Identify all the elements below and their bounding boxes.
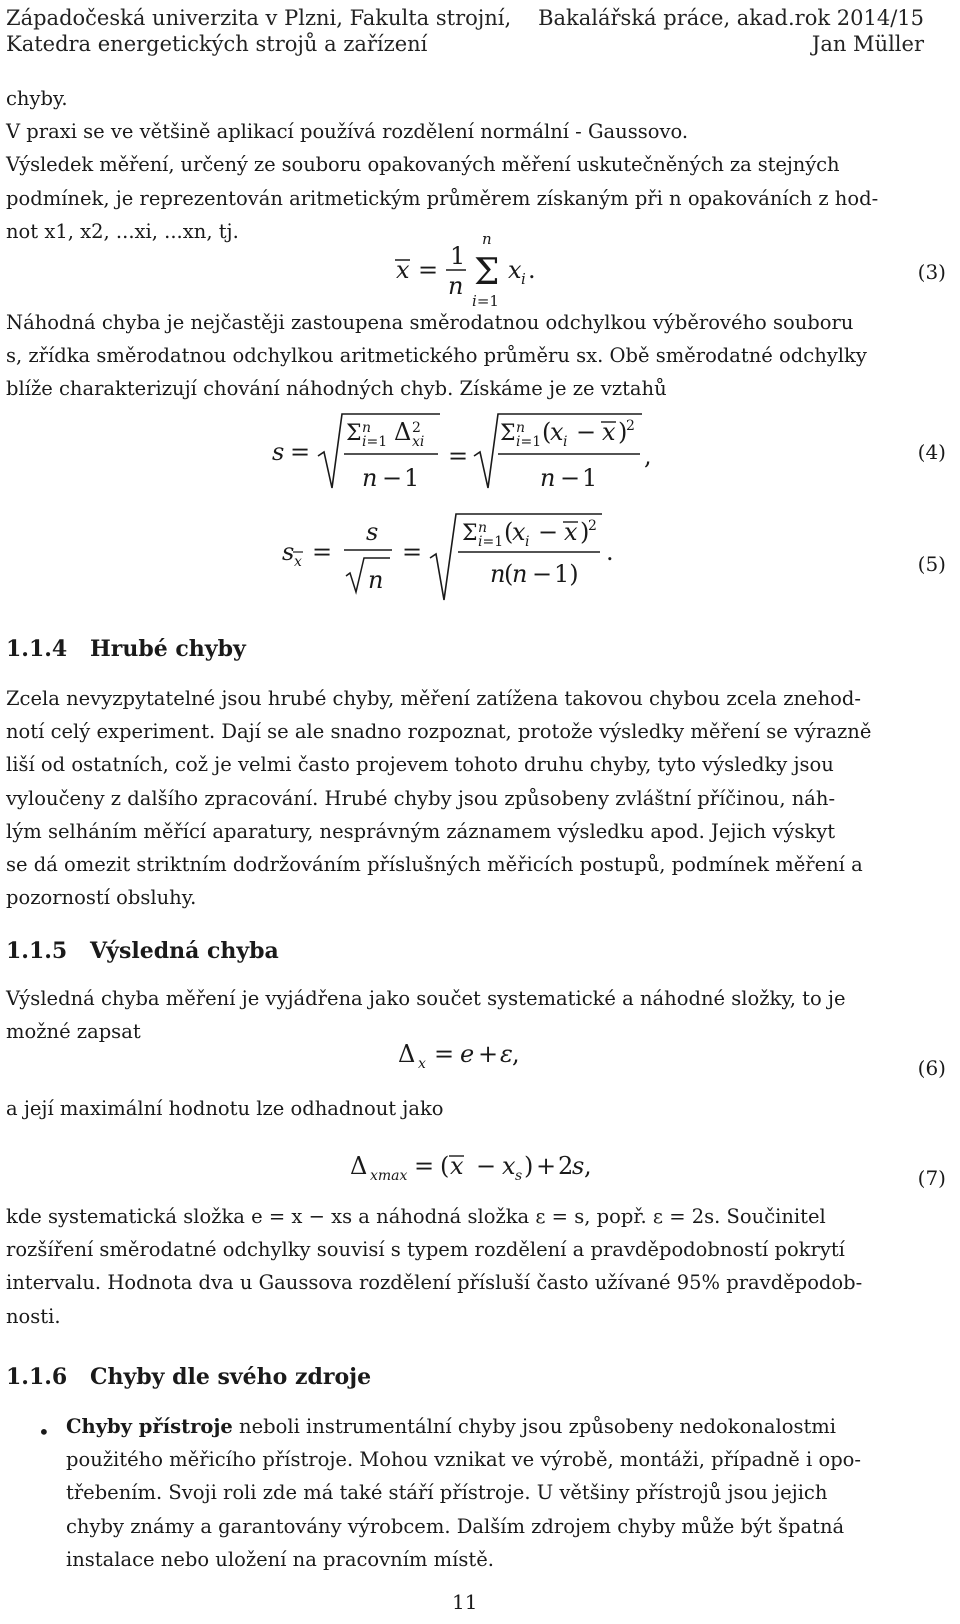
paragraph-line: podmínek, je reprezentován aritmetickým průměrem získaným při n opakováních z hod- [6, 186, 879, 210]
svg-text:=: = [312, 538, 333, 566]
svg-text:x: x [502, 1152, 516, 1180]
equation-total-error-graphic [398, 1034, 578, 1074]
svg-text:x: x [450, 1152, 464, 1180]
section-heading-1-1-6 [6, 1364, 371, 1390]
section-number: 1.1.4 [6, 636, 68, 662]
paragraph-line: not x1, x2, ...xi, ...xn, tj. [6, 219, 239, 243]
svg-text:,: , [584, 1152, 592, 1180]
svg-text:,: , [644, 442, 652, 470]
svg-text:2: 2 [412, 420, 421, 436]
paragraph-gross-errors [6, 682, 954, 914]
svg-text:Σ: Σ [346, 421, 362, 446]
svg-text:i=1: i=1 [362, 434, 388, 450]
section-heading-1-1-4 [6, 636, 246, 662]
svg-text:s: s [515, 1168, 523, 1184]
paragraph-line: rozšíření směrodatné odchylky souvisí s typem rozdělení a pravděpodobností pokrytí [6, 1238, 845, 1262]
svg-text:x: x [512, 518, 526, 546]
equation-std-dev-graphic [270, 408, 690, 498]
equation-number: (5) [917, 552, 946, 576]
paragraph-line: lým selháním měřící aparatury, nesprávným záznamem výsledku apod. Jejich výskyt [6, 819, 836, 843]
svg-text:n: n [448, 272, 464, 300]
svg-text:,: , [512, 1040, 520, 1068]
equation-std-dev [270, 408, 690, 498]
svg-text:.: . [528, 256, 536, 284]
equation-number: (7) [917, 1166, 946, 1190]
paragraph-line: Náhodná chyba je nejčastěji zastoupena směrodatnou odchylkou výběrového souboru [6, 311, 854, 334]
svg-text:Δ: Δ [394, 418, 412, 446]
svg-text:−: − [560, 464, 581, 492]
paragraph-line: notí celý experiment. Dají se ale snadno rozpoznat, protože výsledky měření se výrazně [6, 720, 872, 744]
paragraph-line: možné zapsat [6, 1020, 141, 1044]
paragraph-line: chyby. [6, 87, 68, 110]
paragraph-line: liší od ostatních, což je velmi často projevem tohoto druhu chyby, tyto výsledky jsou [6, 753, 834, 777]
paragraph-line: V praxi se ve většině aplikací používá rozdělení normální - Gaussovo. [6, 120, 689, 144]
svg-text:n: n [368, 566, 384, 594]
svg-text:x: x [418, 1056, 426, 1072]
svg-text:i: i [525, 534, 530, 550]
svg-text:(: ( [504, 560, 514, 588]
svg-text:=: = [290, 438, 311, 466]
paragraph-line: Výsledná chyba měření je vyjádřena jako součet systematické a náhodné složky, to je [6, 987, 846, 1010]
svg-text:i=1: i=1 [478, 534, 504, 550]
equation-total-error [398, 1034, 578, 1074]
svg-text:ε: ε [500, 1040, 513, 1068]
svg-text:n: n [482, 230, 492, 248]
equation-number: (4) [917, 440, 946, 464]
svg-text:s: s [282, 538, 295, 566]
paragraph-intro [6, 82, 954, 248]
section-title: Chyby dle svého zdroje [90, 1364, 372, 1390]
paragraph-line: se dá omezit striktním dodržováním příslušných měřicích postupů, podmínek měření a [6, 853, 863, 877]
svg-text:): ) [524, 1152, 534, 1180]
svg-text:Σ: Σ [462, 521, 478, 546]
paragraph-line: blíže charakterizují chování náhodných chyb. Získáme je ze vztahů [6, 377, 667, 401]
paragraph-line: chyby známy a garantovány výrobcem. Dalším zdrojem chyby může být špatná [66, 1514, 845, 1538]
paragraph-line: třebením. Svoji roli zde má také stáří přístroje. U většiny přístrojů jsou jejich [66, 1481, 828, 1505]
svg-text:n: n [516, 420, 526, 436]
svg-text:s: s [572, 1152, 585, 1180]
svg-text:Σ: Σ [474, 252, 500, 293]
paragraph-line: s, zřídka směrodatnou odchylkou aritmetického průměru sx. Obě směrodatné odchylky [6, 344, 867, 368]
equation-mean-graphic [390, 230, 590, 310]
svg-text:n: n [540, 464, 556, 492]
svg-text:−: − [538, 518, 559, 546]
header-author: Jan Müller [811, 32, 924, 56]
svg-text:x: x [564, 518, 578, 546]
section-title: Hrubé chyby [90, 636, 246, 662]
svg-text:Δ: Δ [398, 1040, 416, 1068]
paragraph-line: Výsledek měření, určený ze souboru opakovaných měření uskutečněných za stejných [6, 153, 840, 177]
svg-text:=: = [434, 1040, 455, 1068]
paragraph-line: instalace nebo uložení na pracovním místě. [66, 1547, 494, 1571]
paragraph-line: nosti. [6, 1304, 61, 1328]
bullet-instrument-errors [66, 1410, 954, 1576]
svg-text:−: − [532, 560, 553, 588]
paragraph-line: intervalu. Hodnota dva u Gaussova rozdělení přísluší často užívané 95% pravděpodob- [6, 1271, 863, 1295]
svg-text:n: n [362, 464, 378, 492]
svg-text:n: n [362, 420, 372, 436]
header-department: Katedra energetických strojů a zařízení [6, 32, 428, 56]
paragraph-line: použitého měřicího přístroje. Mohou vznikat ve výrobě, montáži, případně i opo- [66, 1448, 862, 1472]
paragraph-line: vyloučeny z dalšího zpracování. Hrubé chyby jsou způsobeny zvláštní příčinou, náh- [6, 786, 836, 810]
svg-text:e: e [460, 1040, 475, 1068]
svg-text:n: n [478, 520, 488, 536]
svg-text:n: n [490, 560, 506, 588]
svg-text:x: x [602, 418, 616, 446]
svg-text:(: ( [504, 518, 514, 546]
svg-text:1: 1 [404, 464, 420, 492]
paragraph-line [66, 1410, 954, 1443]
svg-text:s: s [272, 438, 285, 466]
page-number: 11 [452, 1590, 478, 1614]
svg-text:=: = [448, 442, 469, 470]
bullet-text: neboli instrumentální chyby jsou způsobeny nedokonalostmi [239, 1415, 837, 1438]
paragraph-line: a její maximální hodnotu lze odhadnout jako [6, 1097, 444, 1120]
svg-text:): ) [618, 418, 628, 446]
svg-text:n: n [512, 560, 528, 588]
svg-text:2: 2 [588, 518, 597, 534]
svg-text:i: i [563, 434, 568, 450]
section-number: 1.1.6 [6, 1364, 68, 1390]
svg-text:(: ( [440, 1152, 450, 1180]
equation-mean [390, 230, 590, 310]
svg-text:Δ: Δ [350, 1152, 368, 1180]
section-heading-1-1-5 [6, 938, 279, 964]
svg-text:i=1: i=1 [516, 434, 542, 450]
section-number: 1.1.5 [6, 938, 68, 964]
header-university: Západočeská univerzita v Plzni, Fakulta strojní, [6, 6, 512, 30]
svg-text:xi: xi [412, 434, 425, 450]
svg-text:.: . [606, 538, 614, 566]
svg-text:=: = [414, 1152, 435, 1180]
svg-text:i=1: i=1 [472, 292, 499, 310]
svg-text:=: = [402, 538, 423, 566]
svg-text:+: + [536, 1152, 557, 1180]
svg-text:x: x [396, 256, 410, 284]
svg-text:(: ( [542, 418, 552, 446]
equation-max-error [350, 1146, 630, 1186]
svg-text:=: = [418, 256, 439, 284]
svg-text:): ) [580, 518, 590, 546]
svg-text:2: 2 [626, 418, 635, 434]
svg-text:1): 1) [554, 560, 579, 588]
equation-max-error-graphic [350, 1146, 630, 1186]
paragraph-line: kde systematická složka e = x − xs a náhodná složka ε = s, popř. ε = 2s. Součinitel [6, 1205, 826, 1228]
svg-text:Σ: Σ [500, 421, 516, 446]
svg-text:−: − [576, 418, 597, 446]
paragraph-random-error [6, 306, 954, 406]
svg-text:2: 2 [558, 1152, 574, 1180]
equation-number: (6) [917, 1056, 946, 1080]
svg-text:s: s [366, 518, 379, 546]
paragraph-line: Zcela nevyzpytatelné jsou hrubé chyby, měření zatížena takovou chybou zcela znehod- [6, 687, 861, 710]
paragraph-max-value [6, 1092, 954, 1125]
svg-text:1: 1 [450, 242, 466, 270]
svg-text:xmax: xmax [370, 1168, 408, 1184]
paragraph-line: pozorností obsluhy. [6, 886, 197, 910]
svg-text:+: + [478, 1040, 499, 1068]
svg-text:−: − [382, 464, 403, 492]
equation-number: (3) [917, 260, 946, 284]
svg-text:x: x [508, 256, 522, 284]
bullet-bold-term: Chyby přístroje [66, 1415, 233, 1438]
bullet-marker: • [38, 1420, 50, 1444]
paragraph-systematic-component [6, 1200, 954, 1333]
equation-std-dev-mean [280, 508, 660, 604]
svg-text:−: − [476, 1152, 497, 1180]
svg-text:i: i [521, 270, 526, 288]
header-thesis-info: Bakalářská práce, akad.rok 2014/15 [538, 6, 924, 30]
section-title: Výsledná chyba [90, 938, 279, 964]
equation-std-dev-mean-graphic [280, 508, 660, 604]
svg-text:x: x [550, 418, 564, 446]
svg-text:x: x [294, 554, 302, 570]
svg-text:1: 1 [582, 464, 598, 492]
